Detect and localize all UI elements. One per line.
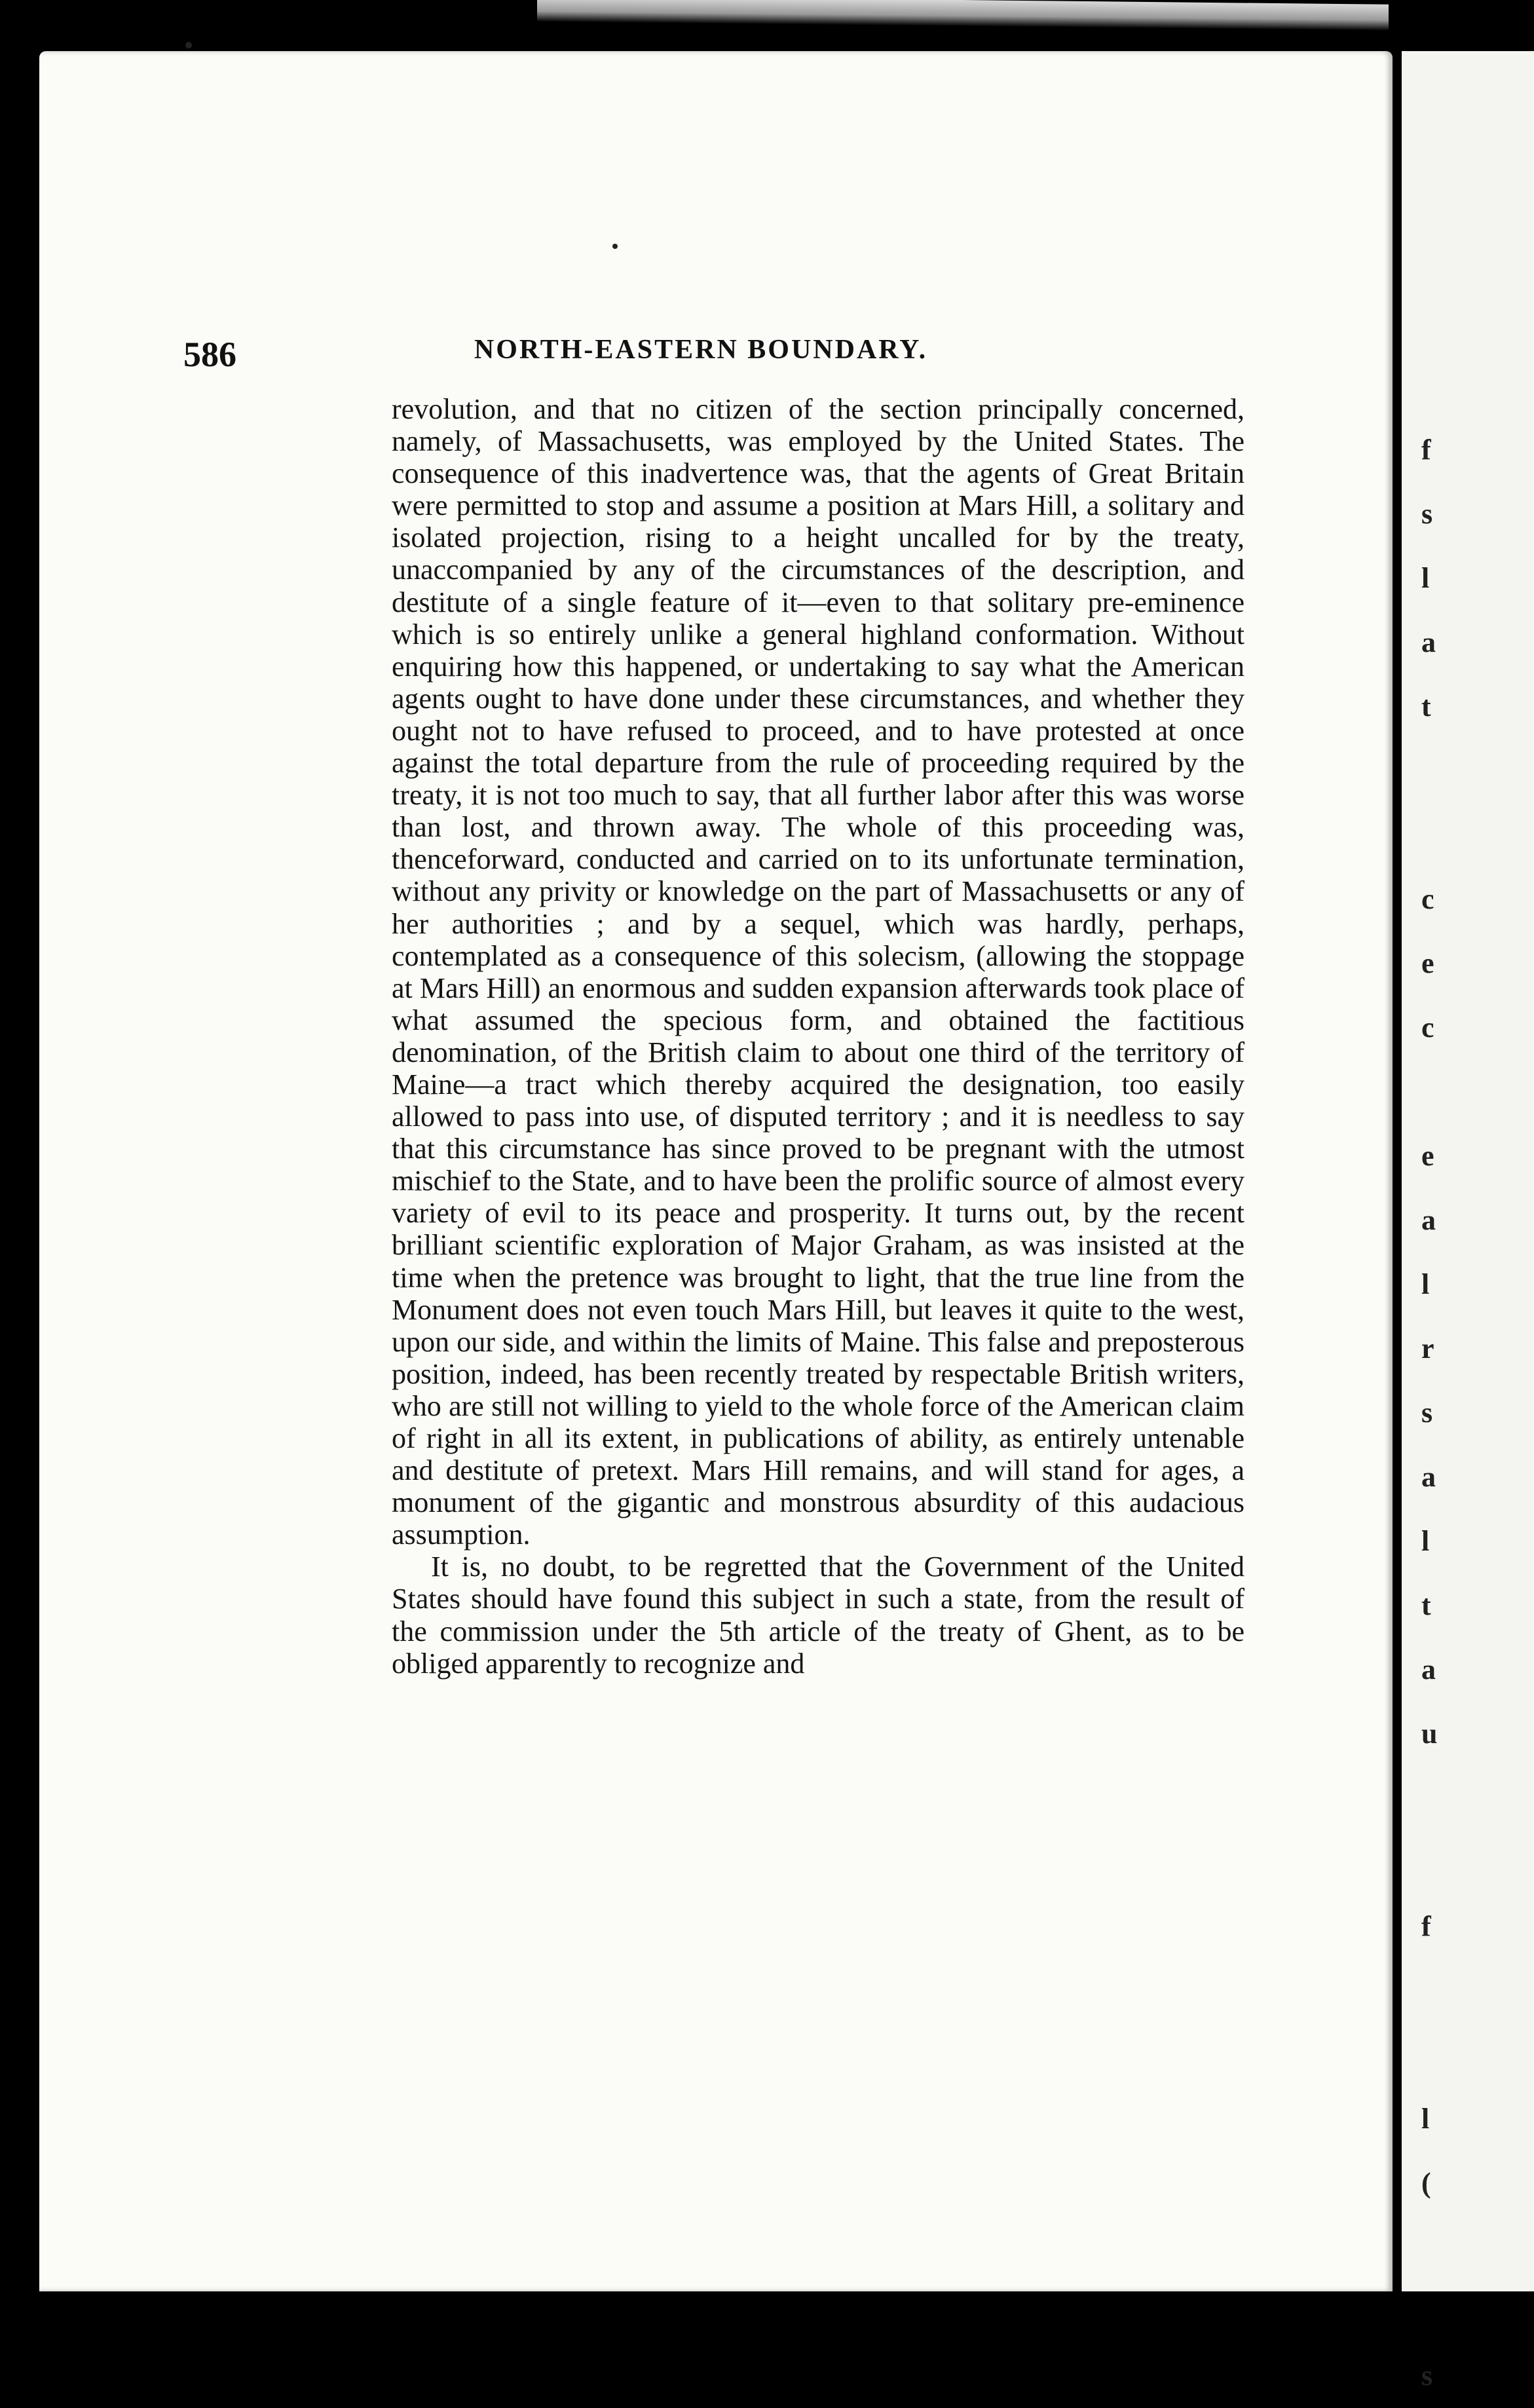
facing-page-fragment: l	[1421, 562, 1430, 594]
scan-speck	[185, 42, 192, 48]
facing-page-fragment: l	[1421, 2103, 1430, 2135]
facing-page-fragment	[1421, 2023, 1437, 2087]
facing-page-fragment	[1421, 803, 1437, 867]
facing-page-fragment	[1421, 1060, 1437, 1124]
facing-page-strip	[1402, 51, 1534, 2392]
facing-page-fragment: (	[1421, 2167, 1431, 2199]
facing-page-fragment	[1421, 1766, 1437, 1830]
facing-page-fragment: c	[1421, 883, 1434, 915]
running-head: NORTH-EASTERN BOUNDARY.	[474, 335, 928, 365]
facing-page-fragment: s	[1421, 2360, 1433, 2392]
facing-page-fragment: e	[1421, 947, 1434, 979]
facing-page-fragment: s	[1421, 498, 1433, 530]
facing-page-fragment: l	[1421, 1268, 1430, 1300]
facing-page-fragment: a	[1421, 1461, 1436, 1493]
facing-page-fragment: a	[1421, 626, 1436, 658]
facing-page-fragments	[1421, 418, 1437, 2408]
facing-page-fragment	[1421, 2215, 1437, 2280]
facing-page-fragment: t	[1421, 690, 1431, 723]
facing-page-fragment: r	[1421, 1332, 1434, 1364]
facing-page-fragment: t	[1421, 1589, 1431, 1621]
facing-page-fragment: s	[1421, 1397, 1433, 1429]
page-header	[118, 334, 1284, 380]
paragraph: revolution, and that no citizen of the section principally concerned, namely, of Massachusetts, was employed by the United States. The consequence of this inadvertence was, that the agents of Great Britain were permitted to stop and assume a position at Mars Hill, a solitary and isolated projection, rising to a height uncalled for by the treaty, unaccompanied by any of the circumstances of the description, and destitute of a single feature of it—even to that solitary pre-eminence which is so entirely unlike a general highland conformation. Without enquiring how this happened, or undertaking to say what the American agents ought to have done under these circumstances, and whether they ought not to have refused to proceed, and to have protested at once against the total departure from the rule of proceeding required by the treaty, it is not too much to say, that all further labor after this was worse than lost, and thrown away. The whole of this proceeding was, thenceforward, conducted and carried on to its unfortunate termination, without any privity or knowledge on the part of Massachusetts or any of her authorities ; and by a sequel, which was hardly, perhaps, contemplated as a consequence of this solecism, (allowing the stoppage at Mars Hill) an enormous and sudden expansion afterwards took place of what assumed the specious form, and obtained the factitious denomination, of the British claim to about one third of the territory of Maine—a tract which thereby acquired the designation, too easily allowed to pass into use, of disputed territory ; and it is needless to say that this circumstance has since proved to be pregnant with the utmost mischief to the State, and to have been the prolific source of almost every variety of evil to its peace and prosperity. It turns out, by the recent brilliant scientific exploration of Major Graham, as was insisted at the time when the pretence was brought to light, that the true line from the Monument does not even touch Mars Hill, but leaves it quite to the west, upon our side, and within the limits of Maine. This false and preposterous position, indeed, has been recently treated by respectable British writers, who are still not willing to yield to the whole force of the American claim of right in all its extent, in publications of ability, as entirely untenable and destitute of pretext. Mars Hill remains, and will stand for ages, a monument of the gigantic and monstrous absurdity of this audacious assumption.	[392, 393, 1244, 1551]
facing-page-fragment	[1421, 739, 1437, 803]
facing-page-fragment: l	[1421, 1525, 1430, 1557]
body-text	[392, 393, 1244, 1680]
facing-page-fragment: u	[1421, 1718, 1438, 1750]
facing-page-fragment	[1421, 1830, 1437, 1894]
facing-page-fragment: f	[1421, 434, 1431, 466]
facing-page-fragment: a	[1421, 1204, 1436, 1236]
scan-speck	[612, 244, 618, 249]
facing-page-fragment: a	[1421, 1653, 1436, 1685]
facing-page-fragment: f	[1421, 1910, 1431, 1942]
page-number: 586	[183, 335, 236, 374]
paragraph: It is, no doubt, to be regretted that the Government of the United States should have found this subject in such a state, from the result of the commission under the 5th article of the treaty of Ghent, as to be obliged apparently to recognize and	[392, 1551, 1244, 1680]
facing-page-fragment	[1421, 2280, 1437, 2344]
facing-page-fragment: e	[1421, 1140, 1434, 1172]
facing-page-fragment	[1421, 1959, 1437, 2023]
facing-page-fragment: c	[1421, 1011, 1434, 1044]
